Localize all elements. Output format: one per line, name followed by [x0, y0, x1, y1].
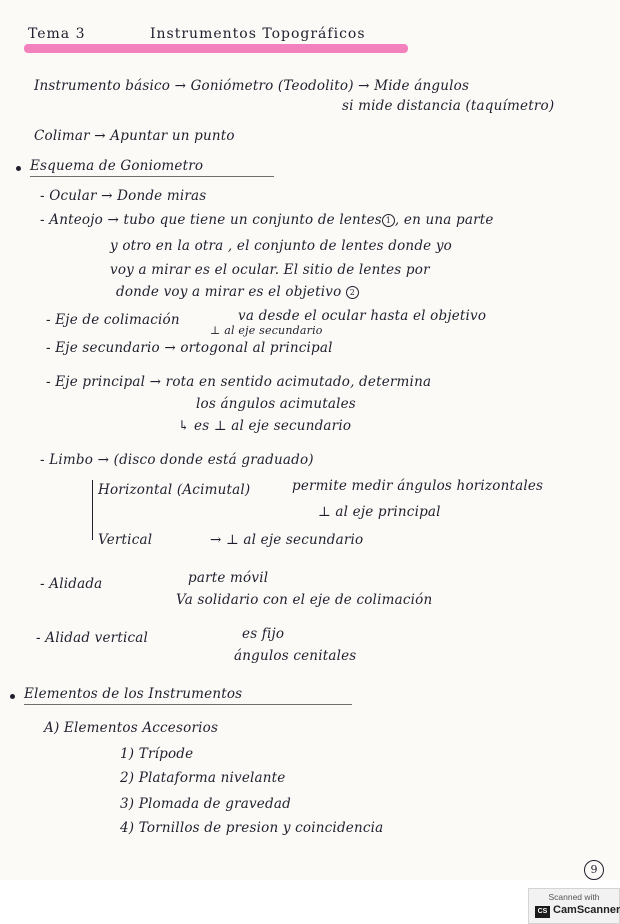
line-alidad-cenitales: ángulos cenitales	[234, 648, 357, 664]
line-alidada-movil: parte móvil	[188, 570, 269, 586]
circle-mark-1: 1	[382, 214, 395, 227]
line-alidada-solidario: Va solidario con el eje de colimación	[176, 592, 433, 608]
bullet-1	[16, 166, 21, 171]
line-taquimetro: si mide distancia (taquímetro)	[342, 98, 555, 114]
line-eje-colimacion-def: va desde el ocular hasta el objetivo	[238, 308, 487, 324]
line-horizontal-def: permite medir ángulos horizontales	[292, 478, 544, 494]
line-alidad-fijo: es fijo	[242, 626, 285, 642]
line-instrumento: Instrumento básico → Goniómetro (Teodolito) → Mide ángulos	[34, 78, 470, 94]
line-eje-secundario: - Eje secundario → ortogonal al principal	[46, 340, 333, 356]
line-vertical-def: → ⊥ al eje secundario	[210, 532, 364, 548]
line-anteojo-1	[40, 212, 494, 228]
camscanner-name: CamScanner	[553, 904, 620, 916]
anteojo-text-a: - Anteojo → tubo que tiene un conjunto de lentes	[40, 212, 382, 228]
page-number: 9	[584, 860, 604, 880]
line-eje-principal-1: - Eje principal → rota en sentido acimutado, determina	[46, 374, 432, 390]
line-elementos-accesorios: A) Elementos Accesorios	[44, 720, 219, 736]
line-anteojo-3: voy a mirar es el ocular. El sitio de lentes por	[110, 262, 430, 278]
list-item-2: 2) Plataforma nivelante	[120, 770, 286, 786]
section-elementos: Elementos de los Instrumentos	[24, 686, 243, 702]
section-elementos-underline	[24, 704, 352, 705]
line-alidada: - Alidada	[40, 576, 103, 592]
limbo-bracket	[92, 480, 93, 540]
eje-principal-perp: es ⊥ al eje secundario	[194, 418, 352, 434]
bullet-2	[10, 694, 15, 699]
section-esquema: Esquema de Goniometro	[30, 158, 204, 174]
tema-label: Tema 3	[28, 26, 86, 42]
line-eje-colimacion: - Eje de colimación	[46, 312, 180, 328]
page-title: Instrumentos Topográficos	[150, 26, 366, 42]
circle-mark-2: 2	[346, 286, 359, 299]
line-alidad-vertical: - Alidad vertical	[36, 630, 148, 646]
line-ocular: - Ocular → Donde miras	[40, 188, 207, 204]
line-eje-principal-2: los ángulos acimutales	[196, 396, 356, 412]
scanned-with-label: Scanned with	[548, 892, 600, 902]
anteojo-text-b: , en una parte	[394, 212, 494, 228]
line-anteojo-4	[116, 284, 359, 300]
line-anteojo-2: y otro en la otra , el conjunto de lentes donde yo	[110, 238, 453, 254]
line-horizontal-perp: ⊥ al eje principal	[318, 504, 441, 520]
title-highlight	[24, 44, 408, 53]
anteojo-4-text: donde voy a mirar es el objetivo	[116, 284, 342, 300]
line-eje-colimacion-perp: ⊥ al eje secundario	[210, 324, 323, 337]
list-item-3: 3) Plomada de gravedad	[120, 796, 291, 812]
line-vertical: Vertical	[98, 532, 153, 548]
camscanner-logo-icon: CS	[535, 906, 550, 918]
list-item-1: 1) Trípode	[120, 746, 194, 762]
line-horizontal: Horizontal (Acimutal)	[98, 482, 251, 498]
line-limbo: - Limbo → (disco donde está graduado)	[40, 452, 314, 468]
section-esquema-underline	[30, 176, 274, 177]
line-colimar: Colimar → Apuntar un punto	[34, 128, 235, 144]
list-item-4: 4) Tornillos de presion y coincidencia	[120, 820, 384, 836]
line-eje-principal-3: ↳ es ⊥ al eje secundario	[178, 418, 352, 434]
camscanner-watermark	[528, 888, 620, 924]
